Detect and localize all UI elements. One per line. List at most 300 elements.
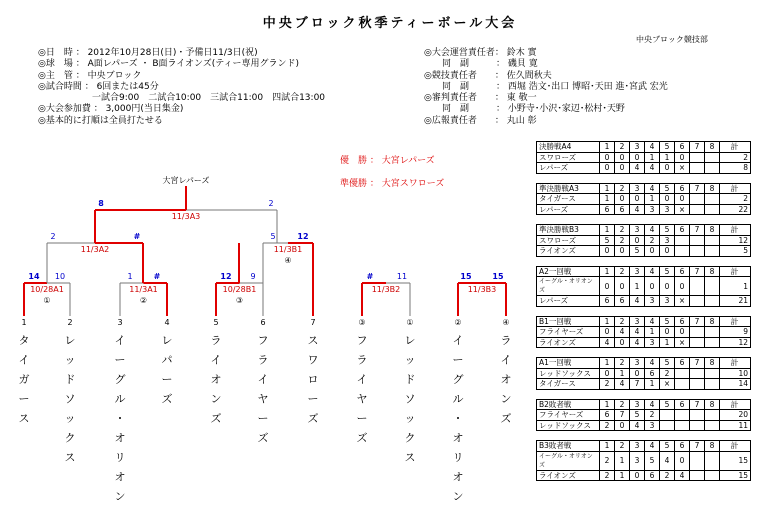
inning-header: 5 bbox=[660, 266, 675, 277]
team-name-char: ク bbox=[404, 431, 416, 445]
team-cell: フライヤーズ bbox=[537, 327, 600, 338]
staff-competition-deputy: 同 副 ： 西堀 浩文･出口 博昭･天田 進･宮武 宏光 bbox=[424, 81, 668, 92]
team-name-char: イ bbox=[210, 353, 222, 367]
inning-score bbox=[660, 410, 675, 421]
inning-score bbox=[705, 277, 720, 296]
inning-score: 0 bbox=[660, 163, 675, 174]
match-label: 11/3B2 bbox=[371, 285, 401, 294]
inning-header: 計 bbox=[720, 358, 751, 369]
team-name-char: ・ bbox=[114, 412, 126, 425]
team-seed-number: ② bbox=[454, 318, 462, 327]
inning-score bbox=[690, 451, 705, 470]
inning-header: 2 bbox=[615, 266, 630, 277]
inning-score: 0 bbox=[600, 327, 615, 338]
team-name-char: ラ bbox=[210, 334, 222, 347]
team-name-char: ズ bbox=[257, 431, 269, 445]
match-label: 11/3A2 bbox=[80, 245, 110, 254]
inning-score: × bbox=[675, 163, 690, 174]
team-name-char: ン bbox=[500, 392, 512, 406]
team-name-char: ズ bbox=[356, 431, 368, 445]
inning-score: 2 bbox=[645, 235, 660, 246]
inning-score: 7 bbox=[630, 379, 645, 390]
inning-score: 0 bbox=[630, 235, 645, 246]
total-score: 15 bbox=[720, 470, 751, 481]
inning-header: 2 bbox=[615, 316, 630, 327]
inning-score: × bbox=[675, 204, 690, 215]
inning-score bbox=[690, 337, 705, 348]
inning-header: 3 bbox=[630, 358, 645, 369]
right-score: 9 bbox=[250, 272, 256, 281]
inning-header: 計 bbox=[720, 266, 751, 277]
inning-score: 4 bbox=[630, 327, 645, 338]
inning-score: 0 bbox=[630, 152, 645, 163]
match-label: 11/3A3 bbox=[171, 212, 201, 221]
inning-score: 0 bbox=[615, 194, 630, 205]
inning-header: 6 bbox=[675, 399, 690, 410]
page-title: 中央ブロック秋季ティーボール大会 bbox=[262, 16, 518, 31]
staff-umpire: ◎審判責任者 ： 東 敬一 bbox=[424, 93, 537, 104]
organizer-label: 中央ブロック競技部 bbox=[636, 35, 708, 44]
inning-score bbox=[690, 410, 705, 421]
inning-score bbox=[690, 235, 705, 246]
match-label: 11/3B3 bbox=[467, 285, 497, 294]
inning-score: 4 bbox=[630, 163, 645, 174]
inning-score: 4 bbox=[630, 204, 645, 215]
inning-header: 8 bbox=[705, 183, 720, 194]
inning-score: 0 bbox=[600, 277, 615, 296]
inning-score: 6 bbox=[615, 296, 630, 307]
inning-score bbox=[690, 277, 705, 296]
inning-header: 6 bbox=[675, 183, 690, 194]
inning-header: 計 bbox=[720, 441, 751, 452]
team-cell: タイガース bbox=[537, 194, 600, 205]
inning-score: 1 bbox=[645, 152, 660, 163]
score-table-title: A2一回戦 bbox=[537, 266, 600, 277]
inning-score bbox=[705, 204, 720, 215]
champion-label: 優 勝 ： 大宮レパーズ bbox=[340, 156, 435, 166]
inning-header: 3 bbox=[630, 183, 645, 194]
team-name-char: ー bbox=[18, 392, 30, 406]
team-name-char: リ bbox=[114, 451, 126, 464]
team-name-char: オ bbox=[114, 470, 126, 484]
team-cell: イーグル・オリオンズ bbox=[537, 451, 600, 470]
inning-score: 3 bbox=[660, 296, 675, 307]
team-name-char: ・ bbox=[452, 412, 464, 425]
inning-header: 3 bbox=[630, 266, 645, 277]
left-score: 8 bbox=[98, 199, 104, 208]
inning-score bbox=[690, 194, 705, 205]
staff-manager: ◎大会運営責任者： 鈴木 實 bbox=[424, 48, 537, 58]
team-cell: レパーズ bbox=[537, 204, 600, 215]
team-name-char: ソ bbox=[404, 392, 416, 406]
runner-up-label: 準優勝 ： 大宮スワローズ bbox=[340, 179, 445, 189]
inning-score: 0 bbox=[660, 194, 675, 205]
total-score: 14 bbox=[720, 379, 751, 390]
inning-header: 8 bbox=[705, 441, 720, 452]
inning-header: 4 bbox=[645, 225, 660, 236]
inning-score: 3 bbox=[645, 420, 660, 431]
table-row bbox=[537, 410, 751, 421]
staff-umpire-deputy: 同 副 ： 小野寺･小沢･家辺･松村･天野 bbox=[424, 104, 625, 115]
team-name-char: ク bbox=[64, 431, 76, 445]
total-score: 10 bbox=[720, 368, 751, 379]
team-cell: ライオンズ bbox=[537, 246, 600, 257]
team-name-char: ッ bbox=[404, 353, 416, 367]
team-name-char: オ bbox=[452, 431, 464, 445]
inning-header: 2 bbox=[615, 399, 630, 410]
inning-score: 6 bbox=[600, 204, 615, 215]
inning-score: 0 bbox=[675, 451, 690, 470]
table-row bbox=[537, 163, 751, 174]
inning-score bbox=[705, 420, 720, 431]
team-name-char: ッ bbox=[64, 412, 76, 425]
left-score: 14 bbox=[28, 272, 40, 281]
team-name-char: オ bbox=[210, 373, 222, 386]
inning-score: 2 bbox=[660, 470, 675, 481]
info-batting-rule: ◎基本的に打順は全員打たせる bbox=[38, 115, 163, 126]
team-seed-number: 3 bbox=[117, 318, 123, 327]
match-mark: ② bbox=[139, 296, 148, 305]
inning-score: 0 bbox=[615, 163, 630, 174]
inning-score: 1 bbox=[630, 277, 645, 296]
match-label: 10/28B1 bbox=[222, 285, 257, 294]
inning-score bbox=[705, 379, 720, 390]
team-name-char: イ bbox=[356, 373, 368, 386]
inning-score: 4 bbox=[615, 379, 630, 390]
inning-header: 5 bbox=[660, 441, 675, 452]
inning-score: 2 bbox=[660, 368, 675, 379]
inning-score: × bbox=[675, 337, 690, 348]
total-score: 21 bbox=[720, 296, 751, 307]
inning-score: 4 bbox=[630, 337, 645, 348]
inning-header: 4 bbox=[645, 316, 660, 327]
total-score: 20 bbox=[720, 410, 751, 421]
right-score: 10 bbox=[54, 272, 66, 281]
inning-header: 6 bbox=[675, 441, 690, 452]
total-score: 22 bbox=[720, 204, 751, 215]
table-row bbox=[537, 277, 751, 296]
inning-score: × bbox=[660, 379, 675, 390]
inning-header: 2 bbox=[615, 441, 630, 452]
inning-score: 6 bbox=[600, 296, 615, 307]
inning-header: 7 bbox=[690, 316, 705, 327]
right-score: # bbox=[133, 232, 141, 241]
team-name-char: ソ bbox=[64, 392, 76, 406]
inning-score: 2 bbox=[615, 235, 630, 246]
table-row bbox=[537, 420, 751, 431]
inning-header: 1 bbox=[600, 266, 615, 277]
inning-score: 1 bbox=[615, 470, 630, 481]
inning-header: 7 bbox=[690, 399, 705, 410]
total-score: 5 bbox=[720, 246, 751, 257]
info-date: ◎日 時 ： 2012年10月28日(日)・予備日11/3日(祝) bbox=[38, 48, 258, 58]
team-name-char: ラ bbox=[500, 334, 512, 347]
team-name-char: ラ bbox=[356, 353, 368, 367]
inning-score bbox=[690, 204, 705, 215]
team-seed-number: ③ bbox=[358, 318, 366, 327]
info-fee: ◎大会参加費 ： 3,000円(当日集金) bbox=[38, 104, 184, 115]
team-name-char: ロ bbox=[307, 373, 319, 386]
score-table bbox=[536, 183, 751, 216]
inning-header: 計 bbox=[720, 316, 751, 327]
left-score: 5 bbox=[270, 232, 276, 241]
team-cell: レパーズ bbox=[537, 163, 600, 174]
inning-header: 計 bbox=[720, 225, 751, 236]
inning-score: 4 bbox=[645, 163, 660, 174]
inning-score bbox=[660, 420, 675, 431]
inning-score: 0 bbox=[615, 337, 630, 348]
left-score: 1 bbox=[127, 272, 133, 281]
team-name-char: ー bbox=[114, 353, 126, 367]
inning-score: 0 bbox=[600, 246, 615, 257]
match-label: 11/3A1 bbox=[129, 285, 158, 294]
inning-score: 2 bbox=[600, 451, 615, 470]
inning-score: 5 bbox=[630, 246, 645, 257]
team-name-char: ワ bbox=[307, 353, 319, 367]
team-name-char: ズ bbox=[161, 392, 173, 406]
right-score: 11 bbox=[396, 272, 408, 281]
team-name-char: ド bbox=[64, 373, 76, 386]
team-name-char: レ bbox=[404, 334, 416, 347]
inning-score: 6 bbox=[645, 368, 660, 379]
team-name-char: ガ bbox=[18, 373, 30, 386]
inning-header: 計 bbox=[720, 142, 751, 153]
score-table bbox=[536, 357, 751, 390]
left-score: # bbox=[366, 272, 374, 281]
score-table bbox=[536, 266, 751, 307]
inning-header: 1 bbox=[600, 399, 615, 410]
team-cell: スワローズ bbox=[537, 152, 600, 163]
inning-header: 7 bbox=[690, 358, 705, 369]
inning-header: 3 bbox=[630, 316, 645, 327]
score-table-title: B1一回戦 bbox=[537, 316, 600, 327]
right-score: 12 bbox=[297, 232, 309, 241]
total-score: 15 bbox=[720, 451, 751, 470]
table-row bbox=[537, 235, 751, 246]
team-name-char: ズ bbox=[210, 412, 222, 425]
team-name-char: ス bbox=[307, 334, 319, 347]
inning-score: 0 bbox=[600, 368, 615, 379]
team-name-char: イ bbox=[452, 334, 464, 347]
inning-score: 0 bbox=[630, 194, 645, 205]
score-tables bbox=[536, 141, 751, 490]
inning-header: 7 bbox=[690, 225, 705, 236]
inning-score: 0 bbox=[600, 163, 615, 174]
inning-score bbox=[690, 163, 705, 174]
inning-score: 1 bbox=[645, 379, 660, 390]
inning-score: 3 bbox=[645, 296, 660, 307]
inning-header: 3 bbox=[630, 441, 645, 452]
left-score: 15 bbox=[460, 272, 472, 281]
inning-score: 4 bbox=[630, 420, 645, 431]
inning-header: 8 bbox=[705, 266, 720, 277]
score-table bbox=[536, 141, 751, 174]
staff-competition: ◎競技責任者 ： 佐久間秋夫 bbox=[424, 70, 552, 81]
team-name-char: ン bbox=[210, 392, 222, 406]
inning-score: 0 bbox=[675, 194, 690, 205]
team-name-char: オ bbox=[114, 431, 126, 445]
total-score: 12 bbox=[720, 235, 751, 246]
inning-score: 4 bbox=[615, 327, 630, 338]
inning-header: 2 bbox=[615, 358, 630, 369]
inning-score: 3 bbox=[645, 337, 660, 348]
inning-header: 4 bbox=[645, 142, 660, 153]
team-name-char: ッ bbox=[64, 353, 76, 367]
inning-score: 0 bbox=[645, 277, 660, 296]
match-label: 11/3B1 bbox=[273, 245, 303, 254]
team-cell: イーグル・オリオンズ bbox=[537, 277, 600, 296]
right-score: 2 bbox=[268, 199, 274, 208]
team-cell: レパーズ bbox=[537, 296, 600, 307]
info-schedule: 一試合9:00 二試合10:00 三試合11:00 四試合13:00 bbox=[38, 93, 326, 104]
table-row bbox=[537, 451, 751, 470]
inning-score: 1 bbox=[615, 451, 630, 470]
inning-score: 0 bbox=[660, 277, 675, 296]
inning-header: 1 bbox=[600, 225, 615, 236]
team-name-char: ズ bbox=[307, 412, 319, 425]
inning-header: 2 bbox=[615, 183, 630, 194]
left-score: 12 bbox=[220, 272, 232, 281]
inning-header: 8 bbox=[705, 316, 720, 327]
team-seed-number: 6 bbox=[260, 318, 266, 327]
team-name-char: ラ bbox=[257, 353, 269, 367]
table-row bbox=[537, 470, 751, 481]
inning-score: 6 bbox=[615, 204, 630, 215]
inning-score: 0 bbox=[630, 470, 645, 481]
inning-score bbox=[690, 327, 705, 338]
team-name-char: イ bbox=[500, 353, 512, 367]
team-name-char: ド bbox=[404, 373, 416, 386]
table-row bbox=[537, 327, 751, 338]
team-cell: フライヤーズ bbox=[537, 410, 600, 421]
inning-header: 7 bbox=[690, 142, 705, 153]
match-mark: ④ bbox=[284, 256, 292, 265]
inning-score bbox=[690, 420, 705, 431]
inning-score: 0 bbox=[615, 277, 630, 296]
inning-header: 6 bbox=[675, 225, 690, 236]
inning-score: 7 bbox=[615, 410, 630, 421]
team-seed-number: 1 bbox=[21, 318, 27, 327]
team-name-char: ル bbox=[452, 392, 464, 406]
inning-score: 0 bbox=[660, 246, 675, 257]
inning-score bbox=[705, 235, 720, 246]
right-score: # bbox=[153, 272, 161, 281]
inning-header: 7 bbox=[690, 266, 705, 277]
inning-header: 1 bbox=[600, 441, 615, 452]
inning-score: 2 bbox=[600, 420, 615, 431]
info-venue: ◎球 場 ： A面レパーズ ・ B面ライオンズ(ティー専用グランド) bbox=[38, 59, 300, 70]
inning-score: 0 bbox=[645, 246, 660, 257]
team-name-char: パ bbox=[161, 353, 173, 367]
info-host: ◎主 管 ： 中央ブロック bbox=[38, 70, 142, 81]
inning-score: 4 bbox=[600, 337, 615, 348]
team-name-char: グ bbox=[452, 373, 464, 386]
inning-score: 1 bbox=[660, 152, 675, 163]
inning-score: 4 bbox=[630, 296, 645, 307]
inning-score: 3 bbox=[660, 204, 675, 215]
inning-score bbox=[690, 152, 705, 163]
inning-header: 4 bbox=[645, 441, 660, 452]
team-cell: ライオンズ bbox=[537, 337, 600, 348]
inning-header: 5 bbox=[660, 399, 675, 410]
inning-score: 1 bbox=[645, 194, 660, 205]
inning-header: 8 bbox=[705, 399, 720, 410]
inning-score bbox=[675, 420, 690, 431]
inning-header: 6 bbox=[675, 266, 690, 277]
inning-score: 1 bbox=[615, 368, 630, 379]
team-cell: タイガース bbox=[537, 379, 600, 390]
inning-score: 1 bbox=[645, 327, 660, 338]
inning-header: 4 bbox=[645, 183, 660, 194]
team-name-char: ー bbox=[161, 373, 173, 386]
inning-header: 7 bbox=[690, 441, 705, 452]
inning-header: 1 bbox=[600, 183, 615, 194]
team-seed-number: 7 bbox=[310, 318, 316, 327]
score-table bbox=[536, 440, 751, 481]
total-score: 1 bbox=[720, 277, 751, 296]
inning-score: 2 bbox=[645, 410, 660, 421]
team-name-char: ン bbox=[114, 490, 126, 503]
inning-header: 1 bbox=[600, 358, 615, 369]
inning-score: 6 bbox=[645, 470, 660, 481]
table-row bbox=[537, 337, 751, 348]
inning-score bbox=[690, 379, 705, 390]
team-name-char: ル bbox=[114, 392, 126, 406]
team-name-char: グ bbox=[114, 373, 126, 386]
inning-score bbox=[705, 368, 720, 379]
inning-header: 4 bbox=[645, 358, 660, 369]
team-name-char: イ bbox=[257, 373, 269, 386]
inning-header: 8 bbox=[705, 142, 720, 153]
inning-score bbox=[705, 410, 720, 421]
score-table bbox=[536, 399, 751, 432]
inning-score: 0 bbox=[675, 277, 690, 296]
inning-header: 計 bbox=[720, 399, 751, 410]
inning-header: 計 bbox=[720, 183, 751, 194]
table-row bbox=[537, 296, 751, 307]
right-score: 15 bbox=[492, 272, 504, 281]
team-name-char: ー bbox=[452, 353, 464, 367]
inning-header: 8 bbox=[705, 358, 720, 369]
inning-score bbox=[690, 296, 705, 307]
team-name-char: ヤ bbox=[257, 392, 269, 406]
inning-score: 0 bbox=[675, 327, 690, 338]
team-name-char: リ bbox=[452, 451, 464, 464]
inning-score: 1 bbox=[660, 337, 675, 348]
info-game-time: ◎試合時間 ： 6回または45分 bbox=[38, 81, 159, 92]
inning-score: 4 bbox=[675, 470, 690, 481]
inning-score: 0 bbox=[660, 327, 675, 338]
table-row bbox=[537, 246, 751, 257]
total-score: 12 bbox=[720, 337, 751, 348]
inning-header: 3 bbox=[630, 142, 645, 153]
inning-score: 0 bbox=[615, 152, 630, 163]
team-name-char: ン bbox=[452, 490, 464, 503]
team-seed-number: 5 bbox=[213, 318, 219, 327]
inning-header: 5 bbox=[660, 183, 675, 194]
staff-pr: ◎広報責任者 ： 丸山 彰 bbox=[424, 115, 537, 126]
inning-header: 8 bbox=[705, 225, 720, 236]
inning-header: 3 bbox=[630, 225, 645, 236]
inning-header: 2 bbox=[615, 142, 630, 153]
total-score: 2 bbox=[720, 152, 751, 163]
total-score: 9 bbox=[720, 327, 751, 338]
team-seed-number: 2 bbox=[67, 318, 73, 327]
inning-score bbox=[705, 470, 720, 481]
inning-score bbox=[705, 451, 720, 470]
inning-score: 0 bbox=[600, 152, 615, 163]
total-score: 2 bbox=[720, 194, 751, 205]
